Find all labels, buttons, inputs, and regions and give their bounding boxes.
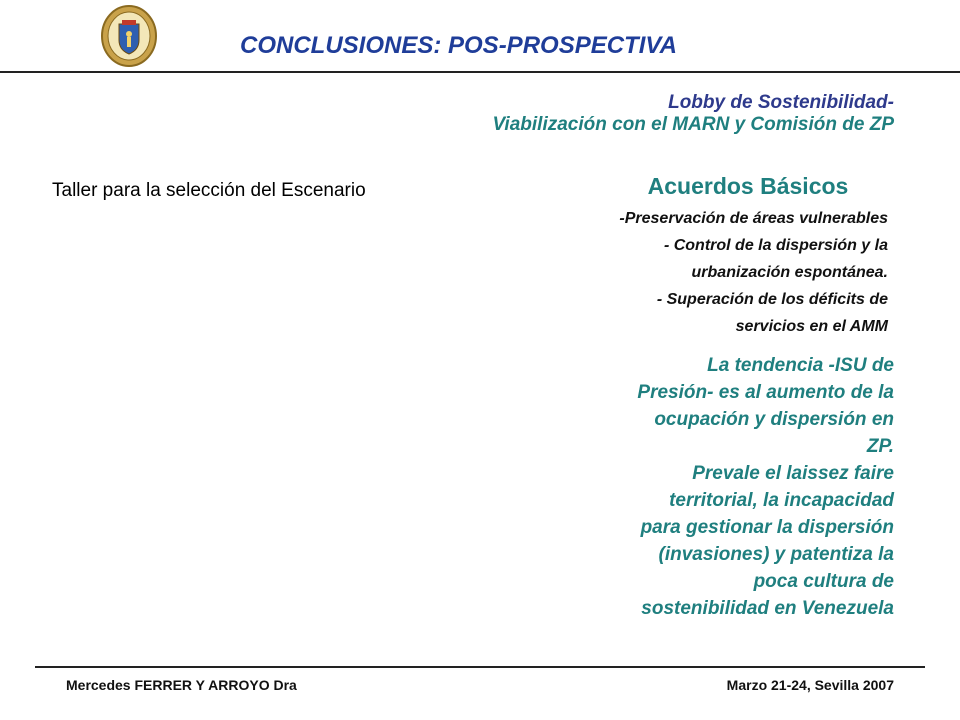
tendencia-line: Presión- es al aumento de la — [637, 382, 894, 403]
acuerdos-line: - Superación de los déficits de — [656, 291, 888, 308]
tendencia-line: ocupación y dispersión en — [654, 409, 894, 430]
tendencia-line: poca cultura de — [753, 571, 894, 592]
acuerdos-line: urbanización espontánea. — [691, 264, 888, 281]
lobby-line-2: Viabilización con el MARN y Comisión de ZP — [492, 114, 894, 135]
tendencia-line: sostenibilidad en Venezuela — [641, 598, 894, 619]
footer-author: Mercedes FERRER Y ARROYO Dra — [66, 677, 297, 693]
acuerdos-line: servicios en el AMM — [735, 318, 888, 335]
tendencia-line: (invasiones) y patentiza la — [658, 544, 894, 565]
tendencia-line: ZP. — [866, 436, 894, 457]
acuerdos-line: - Control de la dispersión y la — [663, 237, 888, 254]
acuerdos-list — [508, 205, 888, 340]
footer-divider — [35, 666, 925, 668]
lobby-line-1: Lobby de Sostenibilidad- — [668, 92, 894, 113]
tendencia-line: territorial, la incapacidad — [669, 490, 894, 511]
lobby-block — [492, 92, 894, 136]
tendencia-line: Prevale el laissez faire — [692, 463, 894, 484]
page-title: CONCLUSIONES: POS-PROSPECTIVA — [240, 32, 677, 59]
tendencia-paragraph — [534, 352, 894, 622]
acuerdos-line: -Preservación de áreas vulnerables — [619, 210, 888, 227]
acuerdos-title: Acuerdos Básicos — [647, 173, 849, 199]
tendencia-line: La tendencia -ISU de — [707, 355, 894, 376]
taller-label: Taller para la selección del Escenario — [52, 180, 366, 201]
header-divider — [0, 71, 960, 73]
university-seal-icon — [100, 4, 158, 68]
footer-date: Marzo 21-24, Sevilla 2007 — [726, 677, 894, 693]
tendencia-line: para gestionar la dispersión — [640, 517, 894, 538]
